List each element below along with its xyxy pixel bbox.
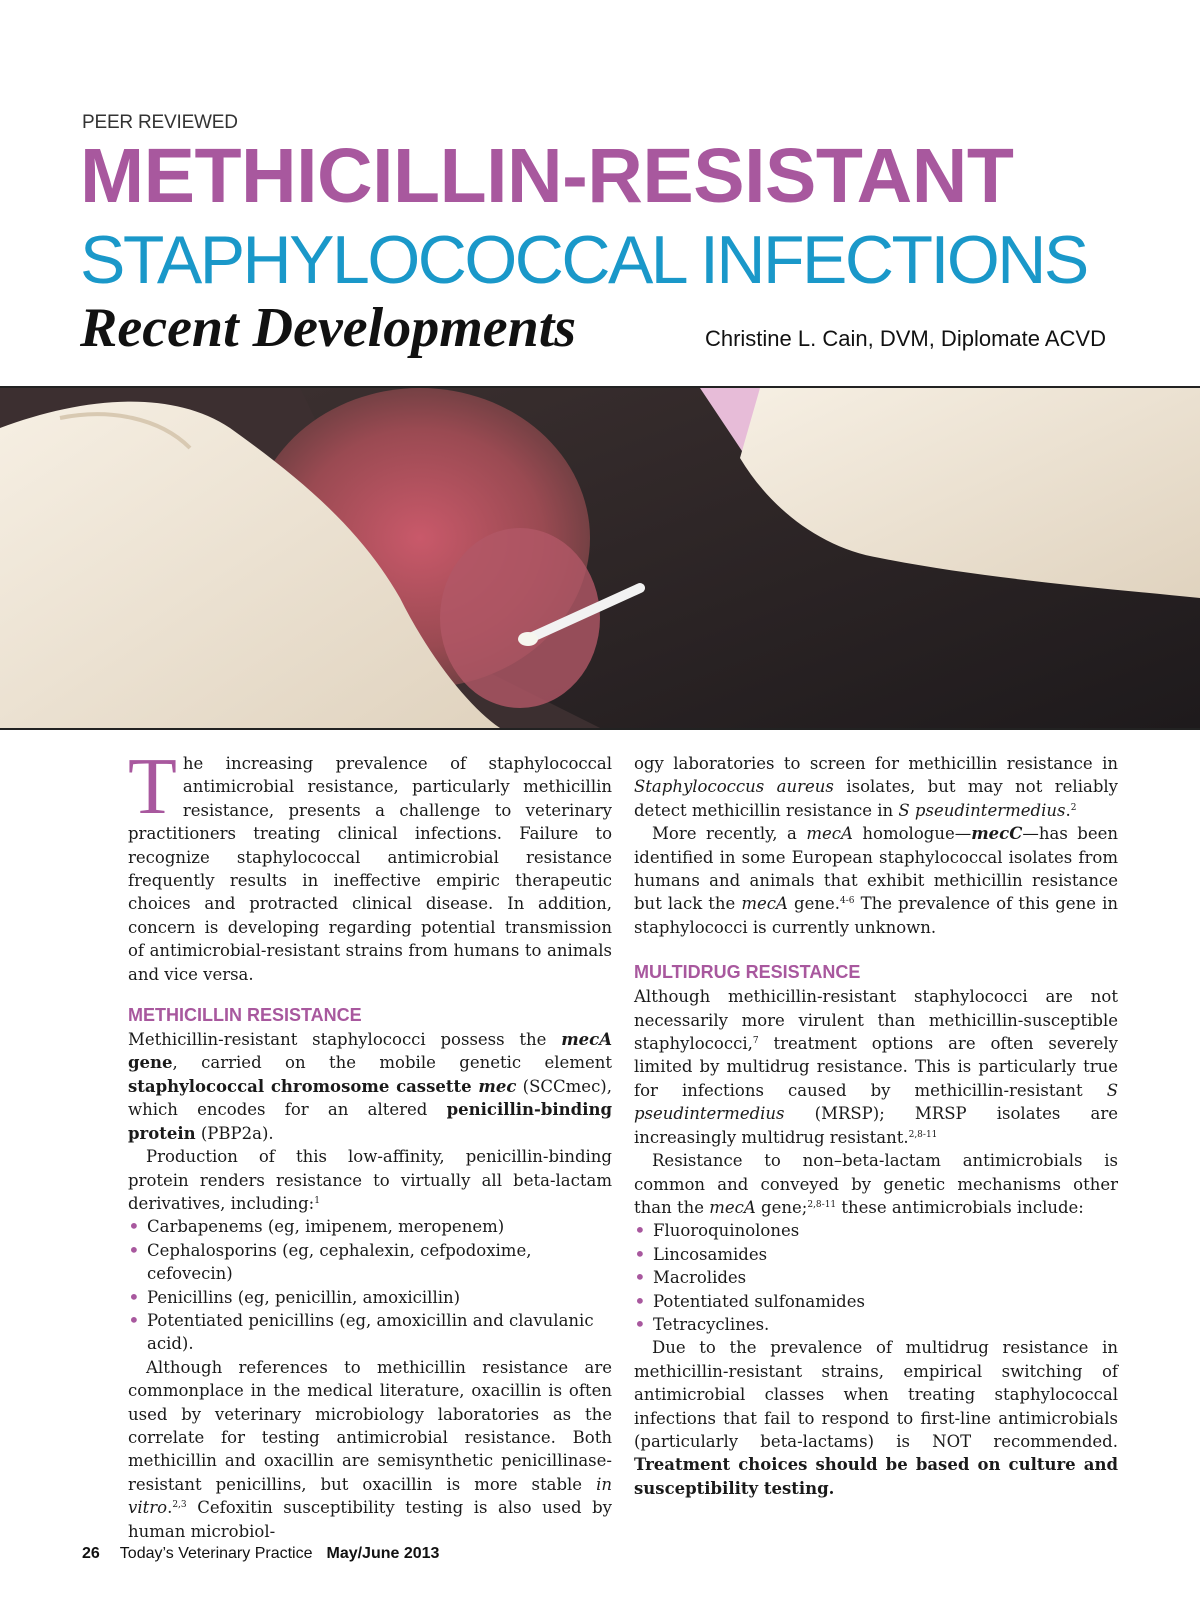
list-item: • Potentiated penicillins (eg, amoxicillin and clavulanic acid).	[128, 1309, 612, 1356]
intro-text: he increasing prevalence of staphylococcal antimicrobial resistance, particularly methicillin resistance, presents a challenge to veterinary practitioners treating clinical infections. Failure to recognize staphylococcal antimicrobial resistance frequently results in ineffective empiric therapeutic choices and protracted clinical disease. In addition, concern is developing regarding potential transmission of antimicrobial-resistant strains from humans to animals and vice versa.	[128, 754, 612, 984]
list-item: • Fluoroquinolones	[634, 1219, 1118, 1242]
page-footer	[82, 1545, 439, 1563]
right-column	[634, 752, 1118, 1500]
paragraph-virulence: Although methicillin-resistant staphylococci are not necessarily more virulent than methicillin-susceptible staphylococci,$^7$ treatment options are often severely limited by multidrug resistance. This is particularly true for infections caused by methicillin-resistant S pseudintermedius (MRSP); MRSP isolates are increasingly multidrug resistant.$^{2,8-11}$	[634, 987, 1118, 1147]
paragraph-oxacillin: Although references to methicillin resistance are commonplace in the medical literature, oxacillin is often used by veterinary microbiology laboratories as the correlate for testing antimicrobial resistance. Both methicillin and oxacillin are semisynthetic penicillinase-resistant penicillins, but oxacillin is more stable in vitro.$^{2,3}$ Cefoxitin susceptibility testing is also used by human microbiol-	[128, 1357, 612, 1541]
intro-paragraph	[128, 743, 612, 986]
publication-name: Today’s Veterinary Practice	[119, 1545, 313, 1562]
paragraph-mecC: More recently, a mecA homologue—mecC—has been identified in some European staphylococcal isolates from humans and animals that exhibit methicillin resistance but lack the mecA gene.$^{4-6}$ The prevalence of this gene in staphylococci is currently unknown.	[634, 824, 1118, 937]
article-title-line1: METHICILLIN-RESISTANT	[80, 133, 1014, 219]
list-item: • Macrolides	[634, 1266, 1118, 1289]
article-subtitle: Recent Developments	[80, 297, 577, 359]
paragraph-mecA: Methicillin-resistant staphylococci possess the mecA gene, carried on the mobile genetic element staphylococcal chromosome cassette mec (SCCmec), which encodes for an altered penicillin-binding protein (PBP2a).	[128, 1030, 612, 1143]
paragraph-pbp: Production of this low-affinity, penicillin-binding protein renders resistance to virtually all beta-lactam derivatives, including:$^1$	[128, 1147, 612, 1213]
article-title-line2: STAPHYLOCOCCAL INFECTIONS	[80, 222, 1087, 298]
drop-cap: T	[128, 743, 177, 831]
page-number: 26	[82, 1545, 100, 1562]
paragraph-non-betalactam: Resistance to non–beta-lactam antimicrobials is common and conveyed by genetic mechanisms other than the mecA gene;$^{2,8-11}$ these antimicrobials include:	[634, 1151, 1118, 1217]
list-item: • Carbapenems (eg, imipenem, meropenem)	[128, 1215, 612, 1238]
section-heading-methicillin: METHICILLIN RESISTANCE	[128, 1005, 362, 1026]
photo-icon	[0, 388, 1200, 728]
left-column	[128, 743, 612, 1543]
hero-photo	[0, 386, 1200, 730]
betalactam-list	[128, 1215, 612, 1355]
list-item: • Penicillins (eg, penicillin, amoxicillin)	[128, 1286, 612, 1309]
paragraph-recommendation: Due to the prevalence of multidrug resistance in methicillin-resistant strains, empirical switching of antimicrobial classes when treating staphylococcal infections that fail to respond to first-line antimicrobials (particularly beta-lactams) is NOT recommended. Treatment choices should be based on culture and susceptibility testing.	[634, 1338, 1118, 1498]
antimicrobial-list	[634, 1219, 1118, 1336]
kicker-label: PEER REVIEWED	[82, 112, 238, 133]
paragraph-cefoxitin: ogy laboratories to screen for methicillin resistance in Staphylococcus aureus isolates, but may not reliably detect methicillin resistance in S pseudintermedius.$^2$	[634, 754, 1118, 820]
section-heading-multidrug: MULTIDRUG RESISTANCE	[634, 962, 861, 983]
list-item: • Tetracyclines.	[634, 1313, 1118, 1336]
author-byline: Christine L. Cain, DVM, Diplomate ACVD	[704, 326, 1106, 351]
issue-date: May/June 2013	[326, 1545, 440, 1562]
list-item: • Lincosamides	[634, 1243, 1118, 1266]
list-item: • Potentiated sulfonamides	[634, 1290, 1118, 1313]
list-item: • Cephalosporins (eg, cephalexin, cefpodoxime, cefovecin)	[128, 1239, 612, 1286]
